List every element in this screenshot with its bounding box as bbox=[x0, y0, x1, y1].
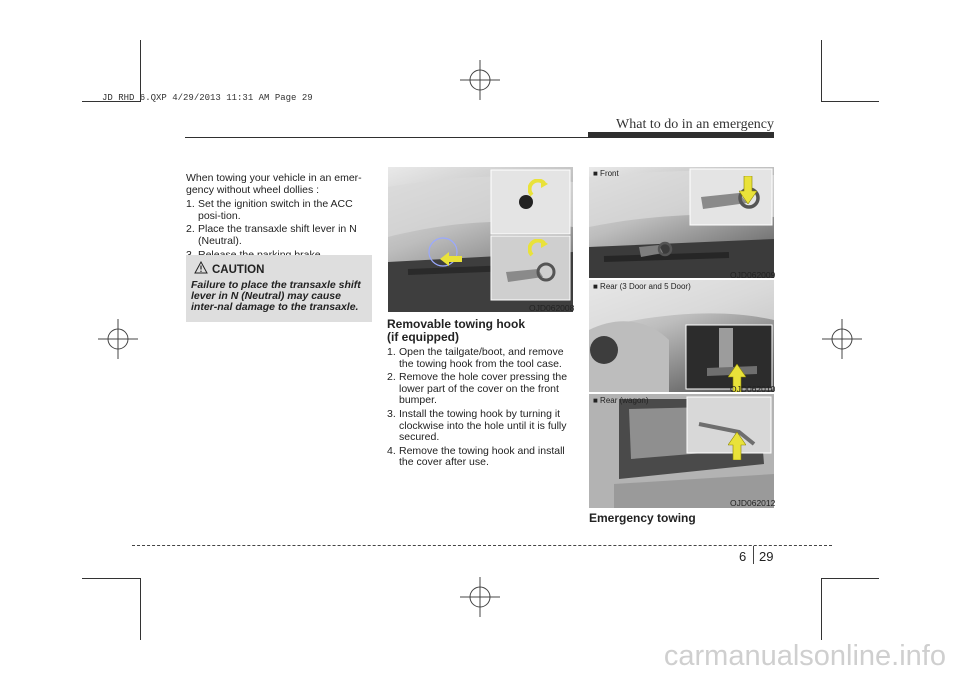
down-arrow-icon bbox=[739, 176, 757, 204]
header-rule bbox=[185, 137, 774, 138]
emergency-towing-title: Emergency towing bbox=[589, 511, 696, 525]
rear-hatch-illustration bbox=[589, 280, 774, 392]
photo-code: OJD062008 bbox=[529, 303, 575, 313]
hook-section-steps bbox=[387, 347, 574, 471]
page-number: 29 bbox=[759, 549, 774, 564]
intro-lead: When towing your vehicle in an emer-gency without wheel dollies : bbox=[186, 172, 362, 196]
photo-code: OJD062009 bbox=[730, 270, 776, 280]
site-watermark: carmanualsonline.info bbox=[663, 640, 946, 672]
page-number-divider bbox=[753, 546, 754, 564]
crop-mark bbox=[82, 578, 140, 579]
registration-mark-icon bbox=[822, 319, 862, 359]
up-arrow-icon bbox=[728, 432, 746, 460]
wagon-label: ■ Rear (wagon) bbox=[593, 396, 649, 405]
photo-code: OJD062010 bbox=[730, 384, 776, 394]
chapter-number: 6 bbox=[739, 549, 747, 564]
insert-arrow-icon bbox=[440, 252, 462, 266]
crop-mark bbox=[821, 578, 822, 640]
crop-mark bbox=[821, 578, 879, 579]
list-item: 1. Open the tailgate/boot, and remove the towing hook from the tool case. bbox=[387, 346, 564, 370]
page-header-title: What to do in an emergency bbox=[616, 117, 774, 132]
rear-hatch-towing-photo bbox=[589, 280, 774, 392]
print-info: JD RHD 6.QXP 4/29/2013 11:31 AM Page 29 bbox=[102, 93, 313, 103]
warning-triangle-icon bbox=[194, 261, 208, 274]
registration-mark-icon bbox=[460, 577, 500, 617]
intro-steps bbox=[186, 199, 372, 261]
rear-wagon-towing-photo bbox=[589, 394, 774, 508]
rear-wagon-illustration bbox=[589, 394, 774, 508]
list-item: 1. Set the ignition switch in the ACC posi-tion. bbox=[186, 198, 353, 222]
crop-mark bbox=[140, 578, 141, 640]
crop-mark bbox=[821, 40, 822, 102]
list-item: 4. Remove the towing hook and install the cover after use. bbox=[387, 444, 565, 469]
front-towing-photo bbox=[589, 167, 774, 278]
caution-box bbox=[186, 255, 372, 322]
intro-section bbox=[186, 173, 372, 263]
footer-rule bbox=[132, 545, 832, 546]
front-label: ■ Front bbox=[593, 169, 619, 178]
crop-mark bbox=[821, 101, 879, 102]
rotation-arrow-icon bbox=[528, 239, 550, 261]
photo-code: OJD062012 bbox=[730, 498, 776, 508]
caution-heading: CAUTION bbox=[212, 264, 265, 276]
hook-section-title: Removable towing hook (if equipped) bbox=[387, 317, 526, 344]
registration-mark-icon bbox=[98, 319, 138, 359]
list-item: 2. Place the transaxle shift lever in N (Neutral). bbox=[186, 223, 357, 247]
registration-mark-icon bbox=[460, 60, 500, 100]
towing-hook-photo bbox=[388, 167, 573, 312]
rotation-arrow-icon bbox=[528, 179, 550, 201]
list-item: 3. Install the towing hook by turning it clockwise into the hole until it is fully secured. bbox=[387, 407, 567, 444]
rear-label: ■ Rear (3 Door and 5 Door) bbox=[593, 282, 691, 291]
list-item: 2. Remove the hole cover pressing the lower part of the cover on the front bumper. bbox=[387, 371, 568, 407]
caution-text: Failure to place the transaxle shift lever in N (Neutral) may cause inter-nal damage to the transaxle. bbox=[191, 279, 361, 313]
